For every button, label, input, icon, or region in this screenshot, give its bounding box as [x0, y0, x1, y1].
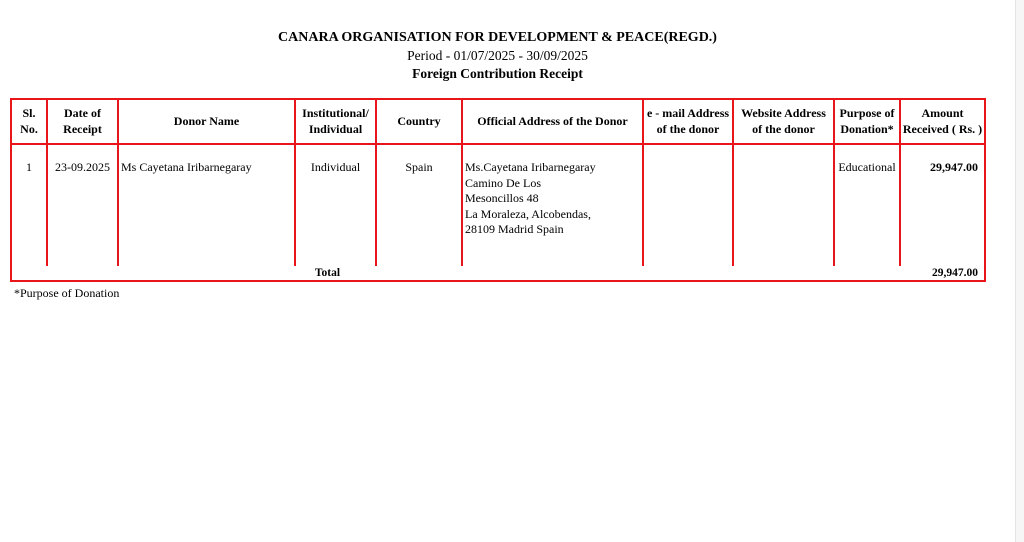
document-title: Foreign Contribution Receipt — [412, 66, 583, 81]
header-amount-received: Amount Received ( Rs. ) — [900, 99, 985, 144]
total-amount: 29,947.00 — [900, 266, 985, 281]
contribution-table — [10, 98, 986, 282]
cell-address — [462, 144, 643, 266]
address-line: 28109 Madrid Spain — [465, 222, 564, 236]
purpose-footnote: *Purpose of Donation — [14, 286, 120, 300]
header-sl-no: Sl. No. — [11, 99, 47, 144]
cell-website — [733, 144, 834, 266]
address-line: La Moraleza, Alcobendas, — [465, 206, 591, 221]
vertical-scrollbar[interactable] — [1015, 0, 1024, 542]
header-institutional-individual: Institutional/ Individual — [295, 99, 376, 144]
total-spacer — [643, 266, 900, 281]
header-email-address: e - mail Address of the donor — [643, 99, 733, 144]
period-range: Period - 01/07/2025 - 30/09/2025 — [407, 48, 588, 63]
cell-purpose: Educational — [834, 144, 900, 266]
cell-date: 23-09.2025 — [47, 144, 118, 266]
cell-email — [643, 144, 733, 266]
cell-sl-no: 1 — [11, 144, 47, 266]
cell-amount: 29,947.00 — [900, 144, 985, 266]
total-label: Total — [11, 266, 643, 281]
address-line: Camino De Los — [465, 175, 541, 190]
header-official-address: Official Address of the Donor — [462, 99, 643, 144]
cell-type: Individual — [295, 144, 376, 266]
address-line: Ms.Cayetana Iribarnegaray — [465, 160, 596, 174]
header-country: Country — [376, 99, 462, 144]
cell-donor-name: Ms Cayetana Iribarnegaray — [118, 144, 295, 266]
header-website-address: Website Address of the donor — [733, 99, 834, 144]
header-donor-name: Donor Name — [118, 99, 295, 144]
organisation-title: CANARA ORGANISATION FOR DEVELOPMENT & PEACE(REGD.) — [278, 30, 717, 45]
table-row — [11, 144, 985, 266]
table-header-row — [11, 99, 985, 144]
table-total-row — [11, 266, 985, 281]
header-date-of-receipt: Date of Receipt — [47, 99, 118, 144]
header-purpose: Purpose of Donation* — [834, 99, 900, 144]
address-line: Mesoncillos 48 — [465, 191, 539, 205]
cell-country: Spain — [376, 144, 462, 266]
